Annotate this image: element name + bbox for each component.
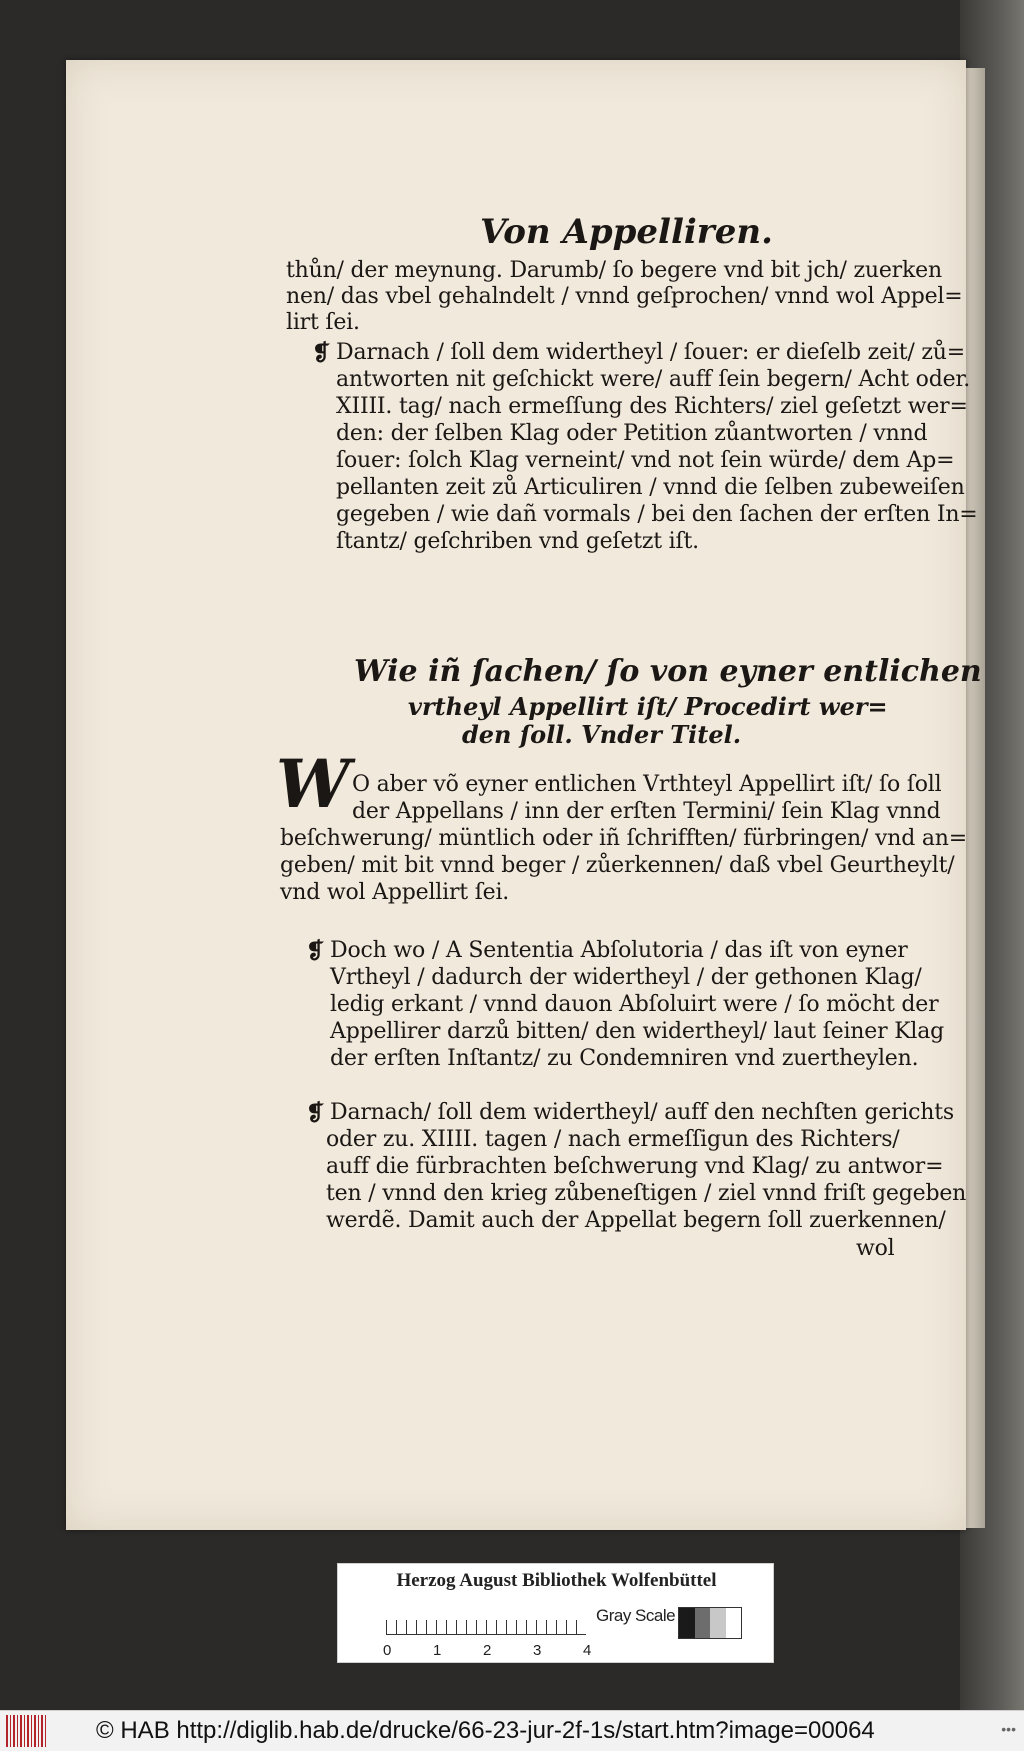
text-line: nen/ das vbel gehalndelt / vnnd geſprochen/ vnnd wol Appel= [286,284,963,309]
ruler-number: 3 [533,1642,542,1659]
color-calibration-card [337,1563,774,1663]
paragraph-mark: ❡ [312,340,331,366]
footer-bar [0,1710,1024,1751]
page-heading: Von Appelliren. [480,212,773,252]
ruler-number: 4 [583,1642,592,1659]
ruler-number: 2 [483,1642,492,1659]
text-line: ſtantz/ geſchriben vnd geſetzt iſt. [336,529,699,554]
text-line: pellanten zeit zů Articuliren / vnnd die ſelben zubeweiſen [336,475,965,500]
text-line: Vrtheyl / dadurch der widertheyl / der gethonen Klag/ [330,965,922,990]
ruler-number: 1 [433,1642,442,1659]
gray-swatch [726,1608,742,1638]
text-line: thůn/ der meynung. Darumb/ ſo begere vnd bit jch/ zuerken [286,258,942,283]
text-line: ſouer: ſolch Klag verneint/ vnd not ſein würde/ dem Ap= [336,448,955,473]
paragraph-mark: ❡ [306,1100,325,1126]
catchword: wol [856,1236,895,1261]
gray-swatch [695,1608,711,1638]
text-line: oder zu. XIIII. tagen / nach ermeſſigun des Richters/ [326,1127,900,1152]
text-line: Darnach / ſoll dem widertheyl / ſouer: er dieſelb zeit/ zů= [336,340,965,365]
text-line: beſchwerung/ müntlich oder iñ ſchrifften/ fürbringen/ vnd an= [280,826,967,851]
text-line: lirt ſei. [286,310,360,335]
text-line: auff die fürbrachten beſchwerung vnd Klag/ zu antwor= [326,1154,944,1179]
section-heading-line: vrtheyl Appellirt iſt/ Procedirt wer= [408,692,888,721]
source-url[interactable]: © HAB http://diglib.hab.de/drucke/66-23-jur-2f-1s/start.htm?image=00064 [96,1717,875,1744]
library-name: Herzog August Bibliothek Wolfenbüttel [396,1570,717,1591]
text-line: der erſten Inſtantz/ zu Condemniren vnd zuertheylen. [330,1046,919,1071]
scale-ruler [386,1608,586,1635]
text-line: ten / vnnd den krieg zůbeneſtigen / ziel vnnd friſt gegeben [326,1181,967,1206]
text-line: Doch wo / A Sententia Abſolutoria / das iſt von eyner [330,938,908,963]
section-heading-line: den ſoll. Vnder Titel. [462,720,742,749]
ruler-number: 0 [383,1642,392,1659]
text-line: Appellirer darzů bitten/ den widertheyl/ laut ſeiner Klag [330,1019,945,1044]
text-line: werdẽ. Damit auch der Appellat begern ſoll zuerkennen/ [326,1208,946,1233]
gray-swatch [679,1608,695,1638]
text-line: gegeben / wie dañ vormals / bei den ſachen der erſten In= [336,502,978,527]
page-edge [965,68,985,1528]
text-line: ledig erkant / vnnd dauon Abſoluirt were / ſo möcht der [330,992,939,1017]
text-line: Darnach/ ſoll dem widertheyl/ auff den nechſten gerichts [330,1100,954,1125]
more-icon[interactable]: ••• [1001,1721,1016,1737]
paragraph-mark: ❡ [306,938,325,964]
text-line: antworten nit geſchickt were/ auff ſein begern/ Acht oder. [336,367,971,392]
section-heading-line: Wie iñ ſachen/ ſo von eyner entlichen [354,654,982,689]
gray-scale-label: Gray Scale [596,1606,676,1625]
hab-logo-icon [6,1715,46,1747]
text-line: der Appellans / inn der erſten Termini/ ſein Klag vnnd [352,799,941,824]
decorated-initial: W [276,745,351,823]
text-line: vnd wol Appellirt ſei. [280,880,510,905]
gray-scale-swatches [678,1607,742,1639]
text-line: den: der ſelben Klag oder Petition zůantworten / vnnd [336,421,928,446]
text-line: O aber võ eyner entlichen Vrthteyl Appellirt iſt/ ſo ſoll [352,772,942,797]
text-line: geben/ mit bit vnnd beger / zůerkennen/ daß vbel Geurtheylt/ [280,853,955,878]
gray-swatch [710,1608,726,1638]
text-line: XIIII. tag/ nach ermeſſung des Richters/ ziel geſetzt wer= [336,394,968,419]
